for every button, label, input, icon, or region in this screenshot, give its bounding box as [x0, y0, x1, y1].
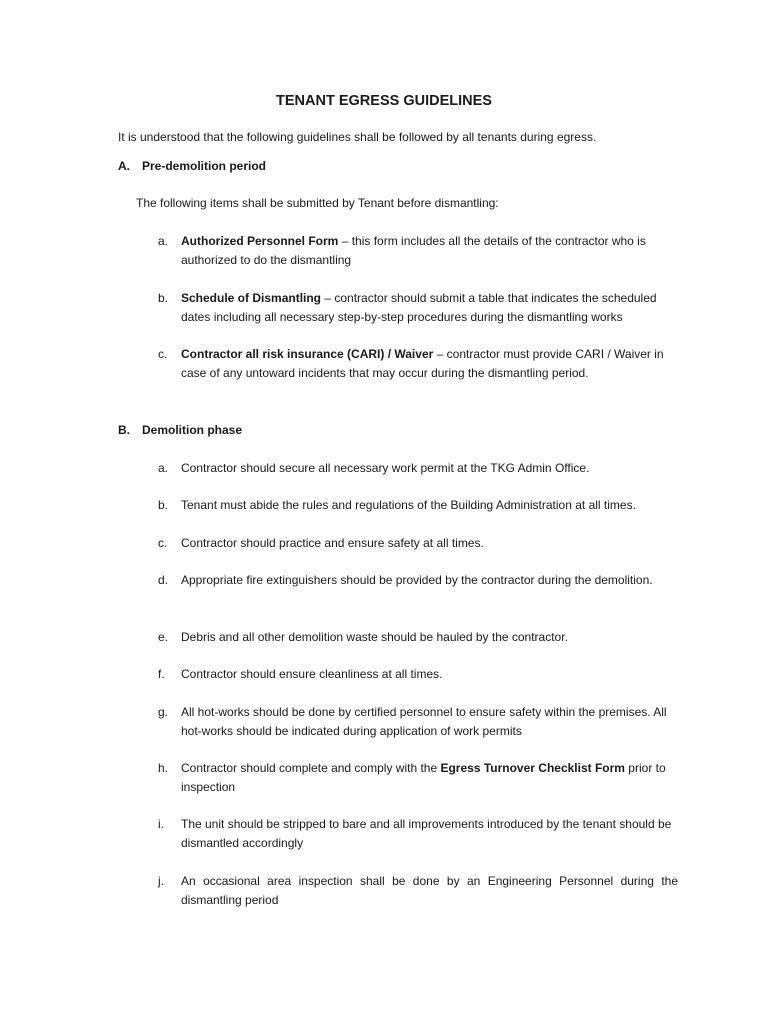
item-text: Contractor should practice and ensure safety at all times.	[181, 536, 484, 550]
item-marker: c.	[158, 536, 168, 550]
section-a-title: Pre-demolition period	[142, 159, 267, 173]
item-body: – contractor must provide CARI / Waiver in case of any untoward incidents that may occur during the dismantling period.	[181, 347, 664, 380]
section-a-heading	[118, 157, 266, 176]
list-item	[158, 496, 678, 515]
item-text: An occasional area inspection shall be done by an Engineering Personnel during the dismantling period	[181, 874, 678, 907]
item-bold-term: Egress Turnover Checklist Form	[440, 761, 625, 775]
list-item	[158, 628, 678, 647]
item-marker: b.	[158, 498, 169, 512]
item-bold-term: Schedule of Dismantling	[181, 291, 322, 305]
item-text	[181, 232, 678, 270]
item-bold-term: Contractor all risk insurance (CARI) / Waiver	[181, 347, 434, 361]
item-marker: f.	[158, 667, 165, 681]
item-text: The unit should be stripped to bare and all improvements introduced by the tenant should be dismantled accordingly	[181, 817, 672, 850]
list-item	[158, 232, 678, 270]
item-body: prior to inspection	[181, 761, 666, 794]
section-b-heading	[118, 421, 242, 440]
item-marker: g.	[158, 705, 169, 719]
list-item	[158, 872, 678, 910]
list-item	[158, 815, 678, 853]
section-a-letter: A.	[118, 159, 130, 173]
item-text	[181, 759, 678, 797]
item-marker: h.	[158, 761, 169, 775]
item-text	[181, 345, 678, 383]
item-text	[181, 289, 678, 327]
section-b-letter: B.	[118, 423, 130, 437]
section-b-title: Demolition phase	[142, 423, 243, 437]
item-body: Contractor should complete and comply with the	[181, 761, 441, 775]
item-marker: a.	[158, 234, 169, 248]
list-item	[158, 345, 678, 383]
item-marker: d.	[158, 573, 169, 587]
item-text: Contractor should ensure cleanliness at all times.	[181, 667, 443, 681]
section-a-lead: The following items shall be submitted by Tenant before dismantling:	[136, 196, 499, 210]
list-item	[158, 534, 678, 553]
list-item	[158, 459, 678, 478]
item-text: Tenant must abide the rules and regulations of the Building Administration at all times.	[181, 498, 636, 512]
item-text: Contractor should secure all necessary work permit at the TKG Admin Office.	[181, 461, 590, 475]
item-marker: b.	[158, 291, 169, 305]
item-bold-term: Authorized Personnel Form	[181, 234, 339, 248]
item-text: Debris and all other demolition waste should be hauled by the contractor.	[181, 630, 568, 644]
item-text: Appropriate fire extinguishers should be provided by the contractor during the demolition.	[181, 573, 653, 587]
item-body: – this form includes all the details of the contractor who is authorized to do the dismantling	[181, 234, 646, 267]
list-item	[158, 759, 678, 797]
document-title: TENANT EGRESS GUIDELINES	[276, 93, 492, 109]
item-marker: e.	[158, 630, 169, 644]
list-item	[158, 665, 678, 684]
intro-paragraph: It is understood that the following guidelines shall be followed by all tenants during egress.	[118, 130, 597, 144]
list-item	[158, 703, 678, 741]
list-item	[158, 571, 678, 590]
item-body: – contractor should submit a table that indicates the scheduled dates including all necessary step-by-step procedures during the dismantling works	[181, 291, 657, 324]
item-text: All hot-works should be done by certified personnel to ensure safety within the premises. All hot-works should be indicated during application of work permits	[181, 705, 667, 738]
item-marker: c.	[158, 347, 168, 361]
list-item	[158, 289, 678, 327]
item-marker: j.	[158, 874, 164, 888]
item-marker: i.	[158, 817, 164, 831]
item-marker: a.	[158, 461, 169, 475]
